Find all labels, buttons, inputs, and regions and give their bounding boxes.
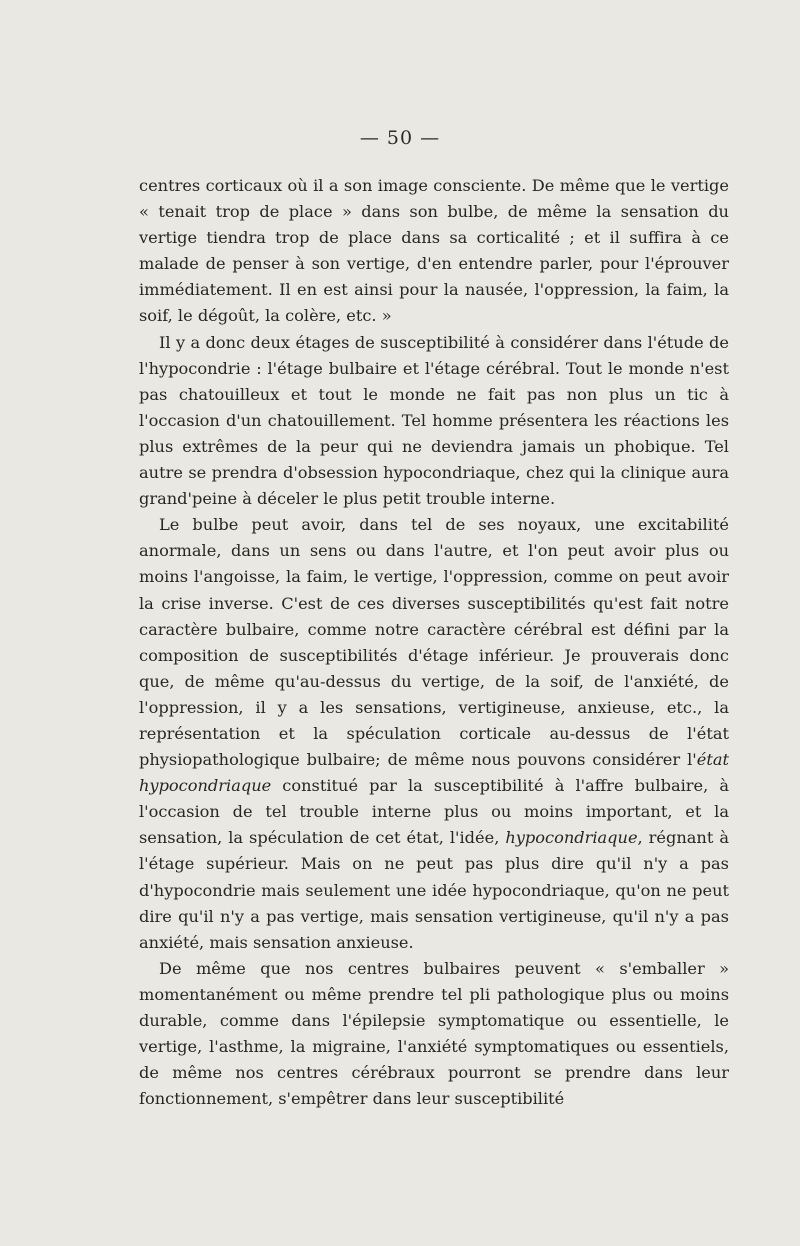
text-run: , régnant à l'étage supérieur. Mais on ne peut pas plus dire qu'il n'y a pas d'hypocondrie mais seulement une idée hypocondriaque, qu'on ne peut dire qu'il n'y a pas vertige, mais sensation vertigineuse, qu'il n'y a pas anxiété, mais sensation anxieuse. <box>139 828 729 952</box>
paragraph-2 <box>139 330 729 513</box>
page-number: — 50 — <box>359 127 441 149</box>
paragraph-4 <box>139 956 729 1113</box>
paragraph-1 <box>139 173 729 330</box>
italic-term: hypocondriaque <box>505 828 638 848</box>
text-run: Le bulbe peut avoir, dans tel de ses noyaux, une excitabilité anormale, dans un sens ou dans l'autre, et l'on peut avoir plus ou moins l'angoisse, la faim, le vertige, l'oppression, comme on peut avoir la crise inverse. C'est de ces diverses susceptibilités qu'est fait notre caractère bulbaire, comme notre caractère cérébral est défini par la composition de susceptibilités d'étage inférieur. Je prouverais donc que, de même qu'au-dessus du vertige, de la soif, de l'anxiété, de l'oppression, il y a les sensations, vertigineuse, anxieuse, etc., la représentation et la spéculation corticale au-dessus de l'état physiopathologique bulbaire; de même nous pouvons considérer l' <box>139 515 729 770</box>
body-text <box>139 173 729 1112</box>
italic-term: état hypocondriaque <box>139 750 729 796</box>
text-run: centres corticaux où il a son image consciente. De même que le vertige « tenait trop de place » dans son bulbe, de même la sensation du vertige tiendra trop de place dans sa corticalité ; et il suffira à ce malade de penser à son vertige, d'en entendre parler, pour l'éprouver immédiatement. Il en est ainsi pour la nausée, l'oppression, la faim, la soif, le dégoût, la colère, etc. » <box>139 176 729 326</box>
text-run: De même que nos centres bulbaires peuvent « s'emballer » momentanément ou même prendre tel pli pathologique plus ou moins durable, comme dans l'épilepsie symptomatique ou essentielle, le vertige, l'asthme, la migraine, l'anxiété symptomatiques ou essentiels, de même nos centres cérébraux pourront se prendre dans leur fonctionnement, s'empêtrer dans leur susceptibilité <box>139 958 729 1109</box>
text-run: constitué par la susceptibilité à l'affre bulbaire, à l'occasion de tel trouble interne plus ou moins important, et la sensation, la spéculation de cet état, l'idée, <box>139 776 729 848</box>
paragraph-3 <box>139 512 729 956</box>
text-run: Il y a donc deux étages de susceptibilité à considérer dans l'étude de l'hypocondrie : l'étage bulbaire et l'étage cérébral. Tout le monde n'est pas chatouilleux et tout le monde ne fait pas non plus un tic à l'occasion d'un chatouillement. Tel homme présentera les réactions les plus extrêmes de la peur qui ne deviendra jamais un phobique. Tel autre se prendra d'obsession hypocondriaque, chez qui la clinique aura grand'peine à déceler le plus petit trouble interne. <box>139 332 729 509</box>
